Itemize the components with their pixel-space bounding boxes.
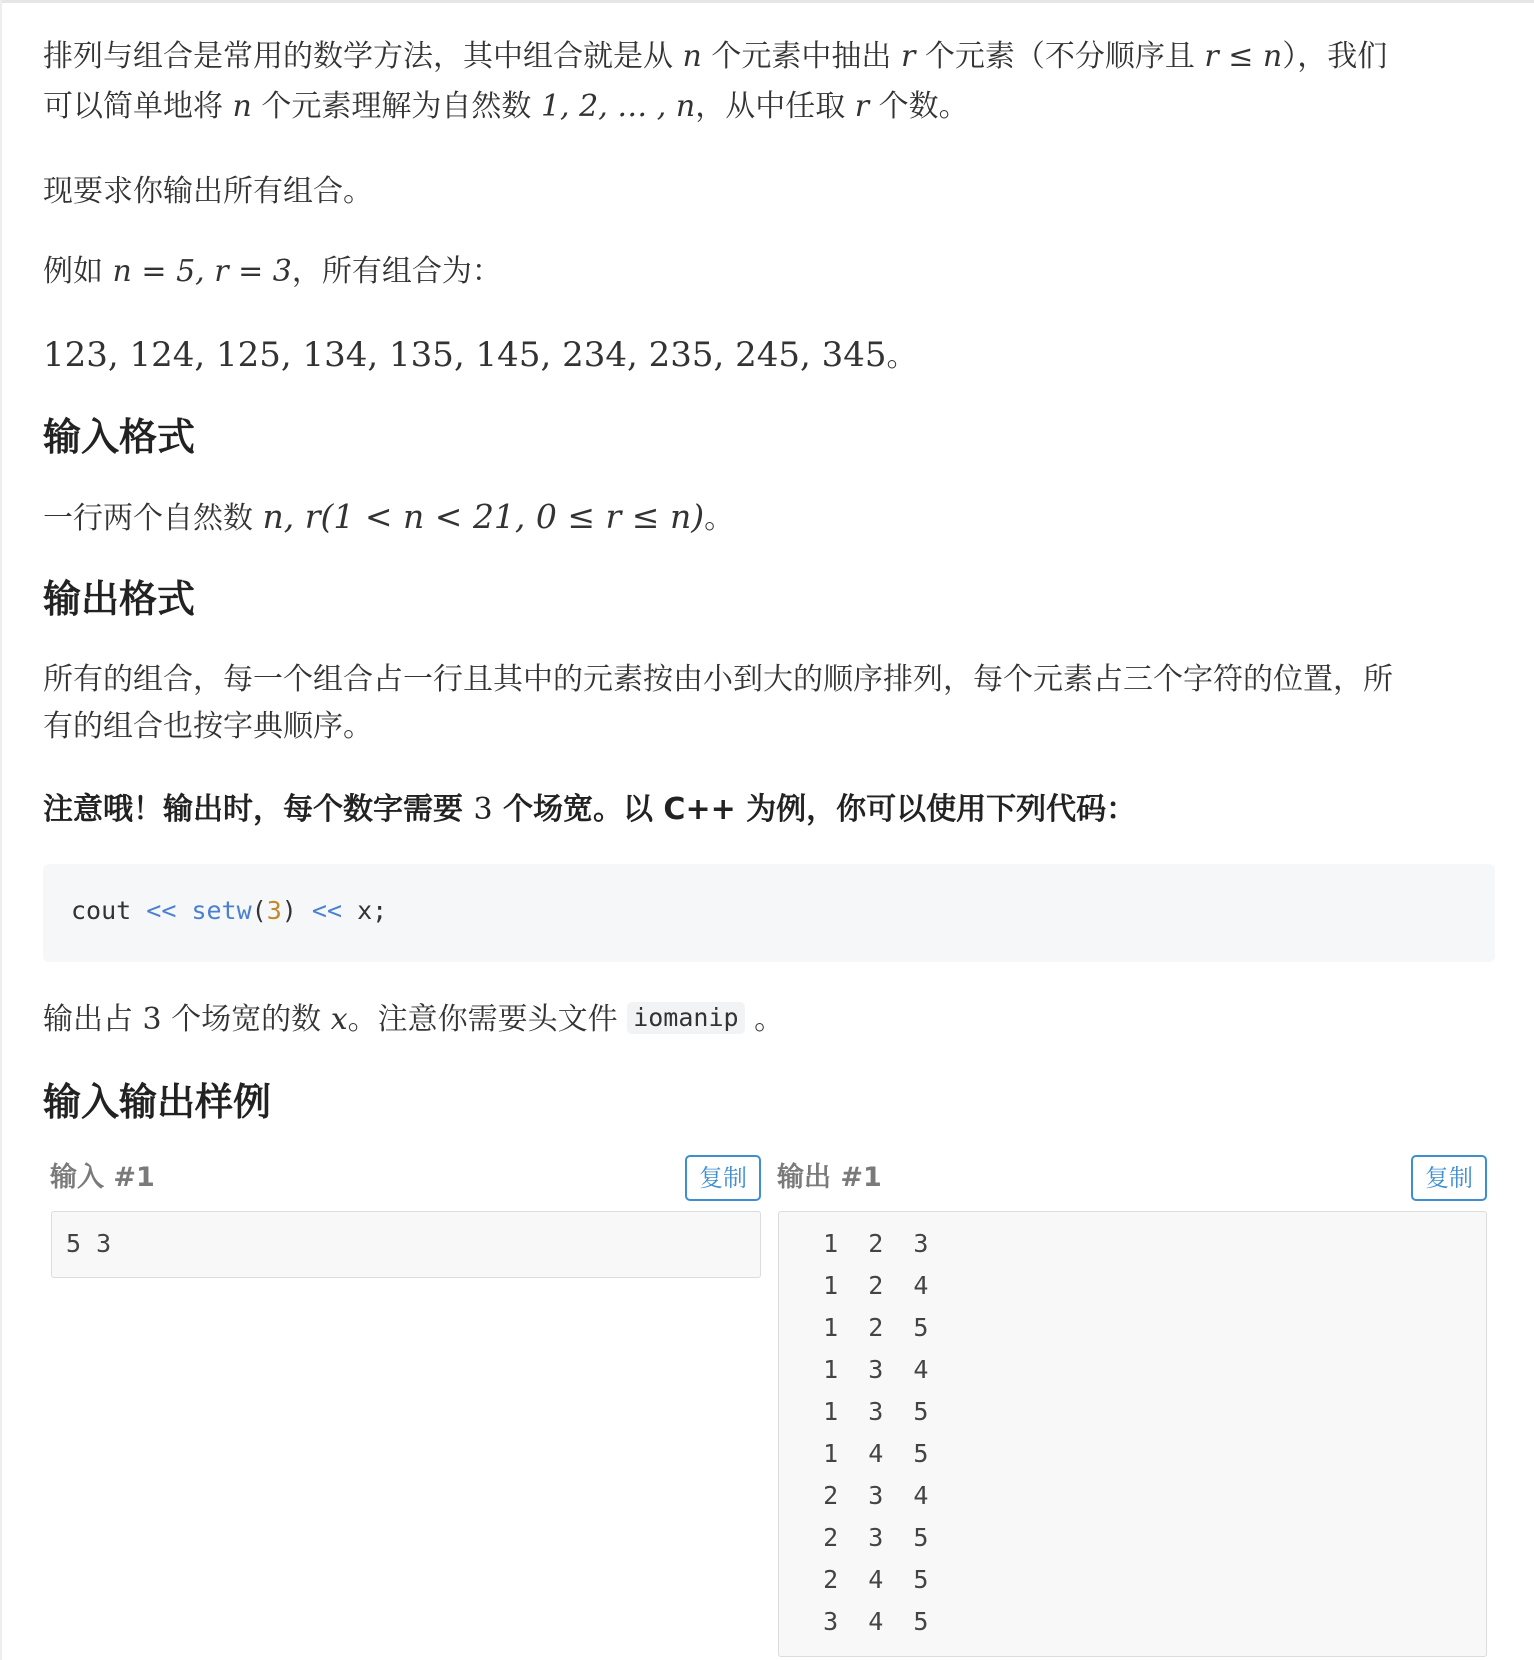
input-format-prefix: 一行两个自然数 (43, 501, 263, 536)
copy-output-button[interactable]: 复制 (1411, 1155, 1487, 1201)
example-suffix: ，所有组合为： (291, 254, 502, 289)
intro-line-1 (43, 32, 1495, 82)
after-code-part: 。 (744, 1002, 785, 1037)
intro-text: 可以简单地将 (43, 89, 233, 124)
code-operator: << (311, 896, 343, 925)
code-token (297, 896, 312, 925)
task-text: 现要求你输出所有组合。 (43, 174, 373, 209)
sample-output-box[interactable] (778, 1211, 1487, 1657)
intro-text: 个数。 (869, 89, 969, 124)
output-format-heading: 输出格式 (43, 577, 196, 621)
code-token (176, 896, 191, 925)
combinations-list (43, 330, 1495, 382)
example-expression: n = 5, r = 3 (112, 254, 292, 289)
intro-text: 个元素理解为自然数 (251, 89, 541, 124)
math-var-n: n (682, 39, 702, 74)
input-format-suffix: 。 (704, 501, 735, 536)
code-function: setw (191, 896, 252, 925)
code-block[interactable] (43, 864, 1495, 962)
math-var-r: r (900, 39, 916, 74)
code-token: cout (71, 896, 147, 925)
inline-code-header: iomanip (627, 1002, 744, 1034)
after-code-number: 3 (142, 1002, 162, 1037)
samples-heading: 输入输出样例 (43, 1080, 272, 1124)
intro-text: 个元素（不分顺序且 (915, 39, 1205, 74)
code-line (71, 891, 387, 931)
combinations-end: 。 (886, 339, 917, 374)
math-var-x: x (330, 1002, 348, 1037)
after-code-part: 个场宽的数 (161, 1002, 331, 1037)
after-code-text (43, 995, 1495, 1045)
example-prefix: 例如 (43, 254, 113, 289)
output-format-line-2: 有的组合也按字典顺序。 (43, 709, 373, 744)
width-note-suffix: 个场宽。以 C++ 为例，你可以使用下列代码： (492, 792, 1137, 827)
top-border (0, 0, 1534, 3)
intro-text: 个元素中抽出 (701, 39, 901, 74)
input-format-text (43, 492, 1495, 544)
combinations-values: 123, 124, 125, 134, 135, 145, 234, 235, 245, 345 (43, 335, 887, 375)
width-note-prefix: 注意哦！输出时，每个数字需要 (43, 792, 474, 827)
math-sequence: 1, 2, … , n (540, 89, 696, 124)
intro-text: ），我们 (1282, 39, 1388, 74)
after-code-part: 输出占 (43, 1002, 143, 1037)
after-code-part: 。注意你需要头文件 (347, 1002, 628, 1037)
sample-output-label: 输出 #1 (777, 1162, 882, 1193)
code-token: ( (251, 896, 267, 925)
sample-input-label: 输入 #1 (50, 1162, 155, 1193)
code-token: ) (281, 896, 297, 925)
sample-input-box[interactable] (51, 1211, 761, 1278)
copy-input-button[interactable]: 复制 (685, 1155, 761, 1201)
intro-text: 排列与组合是常用的数学方法，其中组合就是从 (43, 39, 683, 74)
example-line (43, 247, 1495, 297)
width-note (43, 785, 1136, 835)
code-number: 3 (266, 896, 282, 925)
input-format-heading: 输入格式 (43, 415, 196, 459)
code-operator: << (146, 896, 177, 925)
intro-text: ，从中任取 (695, 89, 855, 124)
math-condition: r ≤ n (1204, 39, 1283, 74)
output-format-line-1: 所有的组合，每一个组合占一行且其中的元素按由小到大的顺序排列，每个元素占三个字符的位置，所 (43, 662, 1393, 697)
code-token: x; (342, 896, 388, 925)
width-note-number: 3 (473, 792, 493, 827)
math-var-n: n (232, 89, 252, 124)
left-border (0, 0, 2, 1660)
sample-output-text: 1 2 3 1 2 4 1 2 5 1 3 4 1 3 5 1 4 5 2 3 4 2 3 5 2 4 5 3 4 5 (823, 1229, 929, 1636)
math-var-r: r (854, 89, 870, 124)
input-format-expression: n, r(1 < n < 21, 0 ≤ r ≤ n) (262, 497, 705, 536)
intro-line-2 (43, 82, 1495, 132)
sample-input-text: 5 3 (66, 1229, 112, 1258)
